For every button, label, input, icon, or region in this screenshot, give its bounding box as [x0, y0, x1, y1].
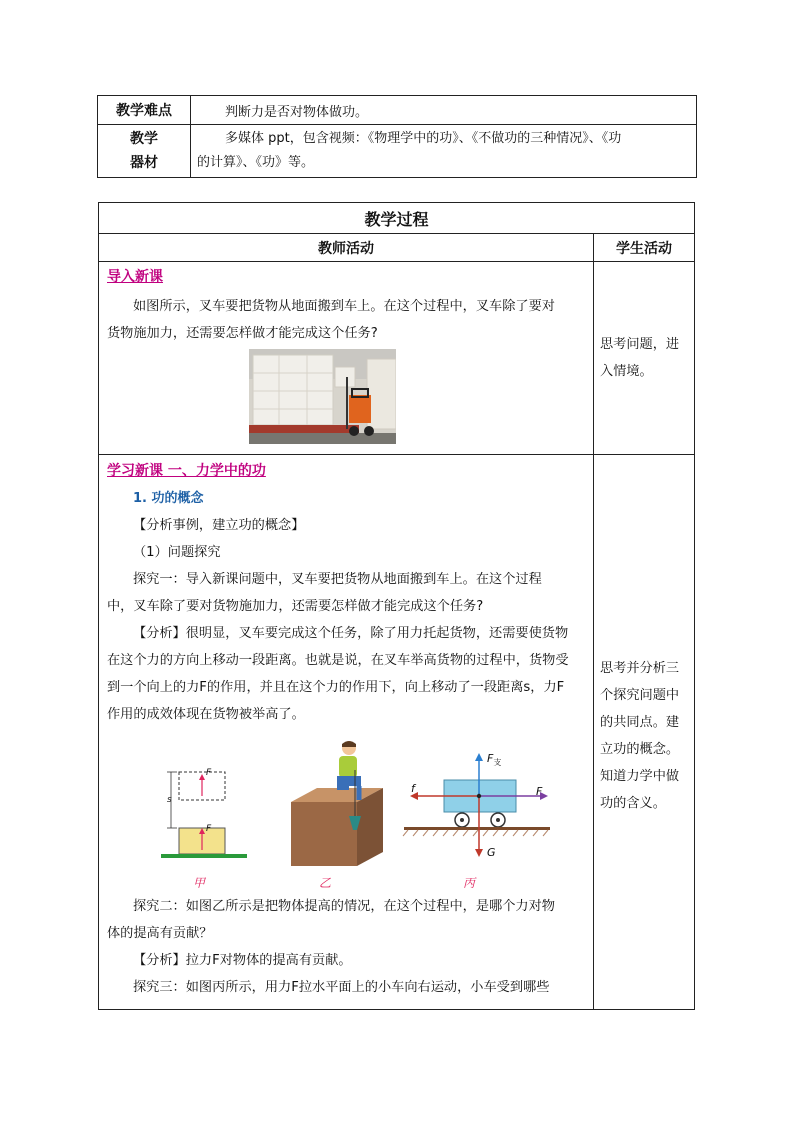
fig-bing-f: f: [411, 782, 415, 795]
learning-student-line5: 知道力学中做: [600, 769, 680, 784]
learning-student-cell: [594, 455, 695, 1010]
info-table: [97, 95, 697, 178]
difficulty-content: [191, 96, 697, 125]
intro-section: [99, 262, 594, 455]
fig-label-bing: 丙: [463, 876, 476, 890]
q2-line1: 探究二：如图乙所示是把物体提高的情况，在这个过程中，是哪个力对物: [133, 899, 555, 914]
analysis-bracket: 【分析事例，建立功的概念】: [133, 518, 305, 533]
process-title-cell: [99, 203, 695, 234]
q2-line2: 体的提高有贡献？: [107, 926, 213, 941]
difficulty-text: 判断力是否对物体做功。: [225, 104, 369, 120]
fig-label-yi: 乙: [319, 876, 332, 890]
figures: [99, 740, 593, 890]
work-concept-heading: 1. 功的概念: [133, 491, 204, 506]
process-title: 教学过程: [364, 209, 429, 229]
fig-bing-Fzhi: [487, 752, 501, 768]
a1-line4: 作用的成效体现在货物被举高了。: [107, 707, 305, 722]
label-text: 教学难点: [116, 103, 172, 119]
teacher-col-header: [99, 234, 594, 262]
q1-line1: 探究一：导入新课问题中，叉车要把货物从地面搬到车上。在这个过程: [133, 572, 542, 587]
label-line1: 教学: [130, 131, 158, 147]
a1-line1: 【分析】很明显，叉车要完成这个任务，除了用力托起货物，还需要使货物: [133, 626, 569, 641]
figure-jia-diagram: [159, 760, 249, 860]
intro-student-cell: [594, 262, 695, 455]
equipment-line1: 多媒体 ppt，包含视频：《物理学中的功》、《不做功的三种情况》、《功: [225, 131, 622, 146]
equipment-content: [191, 125, 697, 178]
fig-bing-F: F: [536, 785, 543, 798]
a1-line3: 到一个向上的力F的作用，并且在这个力的作用下，向上移动了一段距离s，力F: [107, 680, 565, 695]
fig-jia-F-top: F: [206, 768, 212, 778]
learning-section: [99, 455, 594, 1010]
label-line2: 器材: [130, 155, 158, 171]
a2-line: 【分析】拉力F对物体的提高有贡献。: [133, 953, 352, 968]
intro-heading: 导入新课: [107, 269, 163, 285]
learning-student-line4: 立功的概念。: [600, 742, 680, 757]
label-equipment: [98, 125, 191, 178]
learning-heading: 学习新课 一、力学中的功: [107, 463, 266, 479]
learning-student-line2: 个探究问题中: [600, 688, 680, 703]
q1-line2: 中，叉车除了要对货物施加力，还需要怎样做才能完成这个任务?: [107, 599, 484, 614]
intro-line2: 货物施加力，还需要怎样做才能完成这个任务?: [107, 326, 378, 341]
fig-label-jia: 甲: [193, 876, 206, 890]
fig-jia-s: s: [167, 795, 172, 805]
fig-bing-G: G: [487, 846, 496, 859]
intro-student-line1: 思考问题，进: [600, 337, 680, 352]
forklift-photo: [249, 349, 396, 444]
intro-student-line2: 入情境。: [600, 364, 653, 379]
problem-explore: （1）问题探究: [133, 545, 221, 560]
fig-jia-F-bottom: F: [206, 824, 212, 834]
learning-student-line3: 的共同点。建: [600, 715, 680, 730]
learning-student-line1: 思考并分析三: [600, 661, 680, 676]
fig-bing-zhi-sub: 支: [493, 758, 502, 768]
equipment-line2: 的计算》、《功》等。: [197, 155, 315, 170]
intro-line1: 如图所示，叉车要把货物从地面搬到车上。在这个过程中，叉车除了要对: [133, 299, 555, 314]
figure-yi-diagram: [287, 740, 385, 868]
a1-line2: 在这个力的方向上移动一段距离。也就是说，在叉车举高货物的过程中，货物受: [107, 653, 569, 668]
label-difficulty: [98, 96, 191, 125]
student-col-header: [594, 234, 695, 262]
figure-bing-diagram: [402, 750, 552, 865]
learning-student-line6: 功的含义。: [600, 796, 666, 811]
process-table: [98, 202, 695, 1010]
student-header-text: 学生活动: [616, 240, 672, 257]
teacher-header-text: 教师活动: [318, 240, 374, 257]
fig-bing-Fzhi-letter: F: [487, 752, 494, 765]
q3-line1: 探究三：如图丙所示，用力F拉水平面上的小车向右运动，小车受到哪些: [133, 980, 550, 995]
